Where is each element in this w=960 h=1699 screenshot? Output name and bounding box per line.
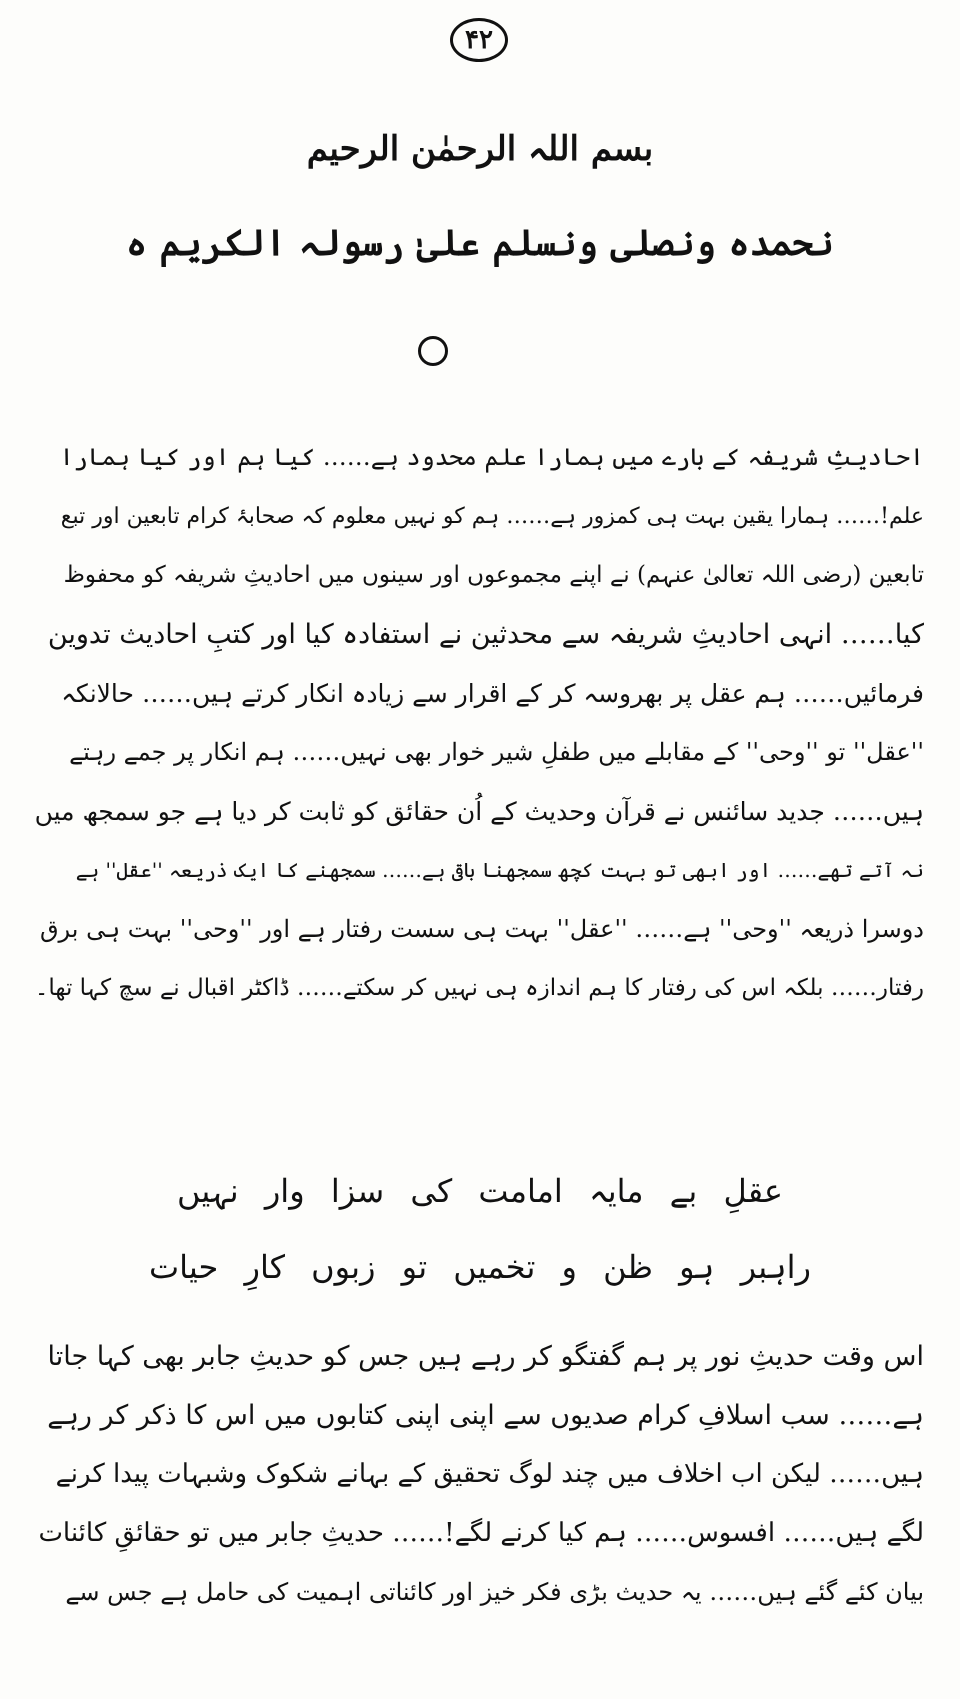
paragraph-line: ہے…… سب اسلافِ کرام صدیوں سے اپنی اپنی کتابوں میں اس کا ذکر کر رہے (47, 1400, 924, 1431)
paragraph-line: احادیثِ شریفہ کے بارے میں ہمارا علم محدود ہے…… کیا ہم اور کیا ہمارا (59, 443, 924, 471)
paragraph-line: اس وقت حدیثِ نور پر ہم گفتگو کر رہے ہیں جس کو حدیثِ جابر بھی کہا جاتا (47, 1341, 924, 1372)
paragraph-2 (34, 1327, 924, 1622)
paragraph-line: تابعین (رضی اللہ تعالیٰ عنہم) نے اپنے مجموعوں اور سینوں میں احادیثِ شریفہ کو محفوظ (63, 562, 924, 588)
verse-line-1: عقلِ بے مایہ امامت کی سزا وار نہیں (177, 1172, 783, 1210)
paragraph-line: کیا…… انہی احادیثِ شریفہ سے محدثین نے استفادہ کیا اور کتبِ احادیث تدوین (47, 619, 924, 650)
page-number: ۴۲ (450, 18, 508, 62)
paragraph-line: ہیں…… جدید سائنس نے قرآن وحدیث کے اُن حقائق کو ثابت کر دیا ہے جو سمجھ میں (34, 797, 924, 826)
paragraph-line: فرمائیں…… ہم عقل پر بھروسہ کر کے اقرار سے زیادہ انکار کرتے ہیں…… حالانکہ (61, 679, 924, 708)
paragraph-line: ہیں…… لیکن اب اخلاف میں چند لوگ تحقیق کے بہانے شکوک وشبہات پیدا کرنے (55, 1459, 924, 1489)
paragraph-line: لگے ہیں…… افسوس…… ہم کیا کرنے لگے!…… حدیثِ جابر میں تو حقائقِ کائنات (38, 1518, 924, 1548)
paragraph-line: نہ آتے تھے…… اور ابھی تو بہت کچھ سمجھنا باقی ہے…… سمجھنے کا ایک ذریعہ ''عقل'' ہے (75, 858, 924, 882)
paragraph-line: علم!…… ہمارا یقین بہت ہی کمزور ہے…… ہم کو نہیں معلوم کہ صحابۂ کرام تابعین اور تبع (60, 504, 924, 529)
paragraph-1 (34, 428, 924, 1018)
paragraph-line: رفتار…… بلکہ اس کی رفتار کا ہم اندازہ ہی نہیں کر سکتے…… ڈاکٹر اقبال نے سچ کہا تھا۔ (34, 975, 924, 1001)
paragraph-line: بیان کئے گئے ہیں…… یہ حدیث بڑی فکر خیز اور کائناتی اہمیت کی حامل ہے جس سے (65, 1578, 924, 1606)
paragraph-line: ''عقل'' تو ''وحی'' کے مقابلے میں طفلِ شیر خوار بھی نہیں…… ہم انکار پر جمے رہتے (69, 738, 924, 766)
verse-line-2: راہبر ہو ظن و تخمیں تو زبوں کارِ حیات (149, 1248, 811, 1286)
bismillah-heading: بسم اللہ الرحمٰن الرحیم (306, 129, 654, 169)
salutation-heading: نحمدہ ونصلی ونسلم علیٰ رسولہ الکریم ہ (125, 222, 834, 264)
paragraph-line: دوسرا ذریعہ ''وحی'' ہے…… ''عقل'' بہت ہی سست رفتار ہے اور ''وحی'' بہت ہی برق (39, 915, 924, 943)
section-divider-circle (418, 336, 448, 366)
